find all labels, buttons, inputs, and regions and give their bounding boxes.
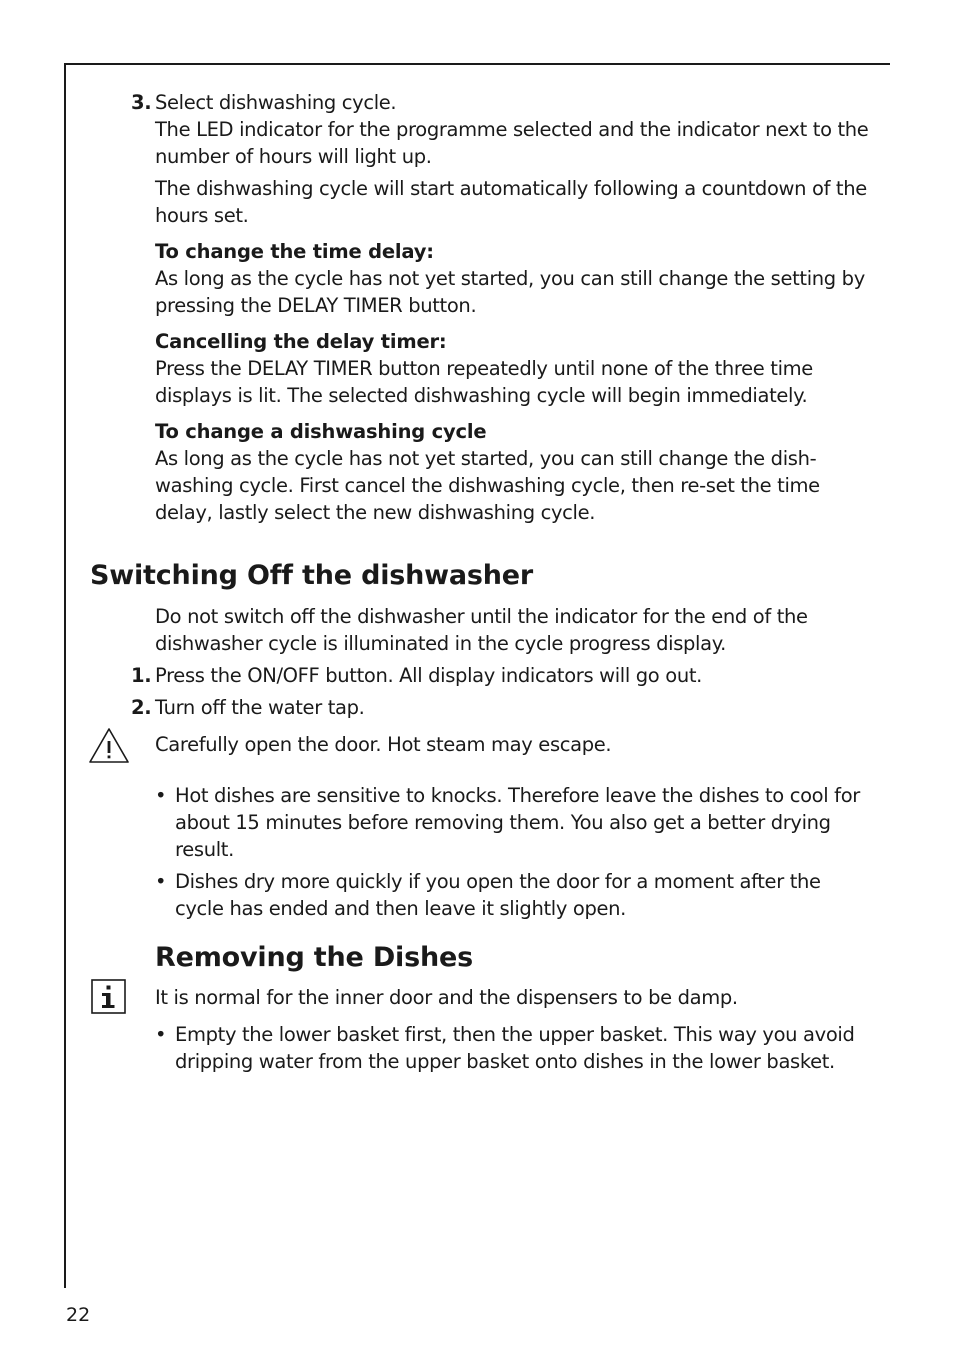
bullet-list-removing (155, 1021, 875, 1075)
page-frame-top-rule (64, 63, 890, 65)
list-item-text: Empty the lower basket first, then the upper basket. This way you avoid dripping water from the upper basket onto dishes in the lower basket. (175, 1023, 855, 1073)
info-note (155, 984, 875, 1011)
step-1 (131, 662, 875, 689)
info-icon (88, 976, 130, 1018)
subsection-change-time-delay (155, 238, 875, 319)
list-item (155, 868, 875, 922)
page-content (90, 89, 875, 1080)
step-2 (131, 694, 875, 721)
bullet-mark: • (155, 784, 167, 807)
paragraph: Do not switch off the dishwasher until the indicator for the end of the dishwasher cycle is illuminated in the cycle progress display. (155, 605, 808, 655)
bullet-mark: • (155, 870, 167, 893)
step-number: 2. (131, 696, 152, 719)
subsection-heading: To change the time delay: (155, 240, 434, 263)
list-item (155, 1021, 875, 1075)
list-item (155, 782, 875, 863)
warning-triangle-icon (88, 723, 130, 765)
step-number: 1. (131, 664, 152, 687)
subsection-change-cycle (155, 418, 875, 526)
step-text: Select dishwashing cycle. (155, 91, 397, 114)
step-text: Turn off the water tap. (155, 696, 365, 719)
subsection-heading: Cancelling the delay timer: (155, 330, 447, 353)
list-item-text: Hot dishes are sensitive to knocks. Therefore leave the dishes to cool for about 15 minutes before removing them. You also get a better drying result. (175, 784, 860, 861)
subsection-text: Press the DELAY TIMER button repeatedly until none of the three time displays is lit. The selected dishwashing cycle will begin immediately. (155, 357, 813, 407)
subsection-text: As long as the cycle has not yet started, you can still change the dish-washing cycle. First cancel the dishwashing cycle, then re-set the time delay, lastly select the new dishwashing cycle. (155, 447, 820, 524)
info-text: It is normal for the inner door and the dispensers to be damp. (155, 986, 738, 1009)
page-frame-left-rule (64, 63, 66, 1288)
warning-note (155, 731, 875, 758)
warning-text: Carefully open the door. Hot steam may escape. (155, 733, 612, 756)
list-item-text: Dishes dry more quickly if you open the door for a moment after the cycle has ended and then leave it slightly open. (175, 870, 821, 920)
step-text: Press the ON/OFF button. All display indicators will go out. (155, 664, 702, 687)
section-title-switching-off: Switching Off the dishwasher (90, 560, 534, 591)
step-number: 3. (131, 91, 152, 114)
paragraph: The dishwashing cycle will start automatically following a countdown of the hours set. (155, 177, 867, 227)
subsection-heading: To change a dishwashing cycle (155, 420, 487, 443)
bullet-list-switching-off (155, 782, 875, 922)
step-3 (131, 89, 875, 170)
page-number: 22 (66, 1304, 91, 1326)
bullet-mark: • (155, 1023, 167, 1046)
step-text: The LED indicator for the programme selected and the indicator next to the number of hours will light up. (155, 118, 869, 168)
subsection-cancel-delay (155, 328, 875, 409)
subsection-text: As long as the cycle has not yet started, you can still change the setting by pressing the DELAY TIMER button. (155, 267, 865, 317)
section-title-removing-dishes: Removing the Dishes (155, 942, 473, 973)
